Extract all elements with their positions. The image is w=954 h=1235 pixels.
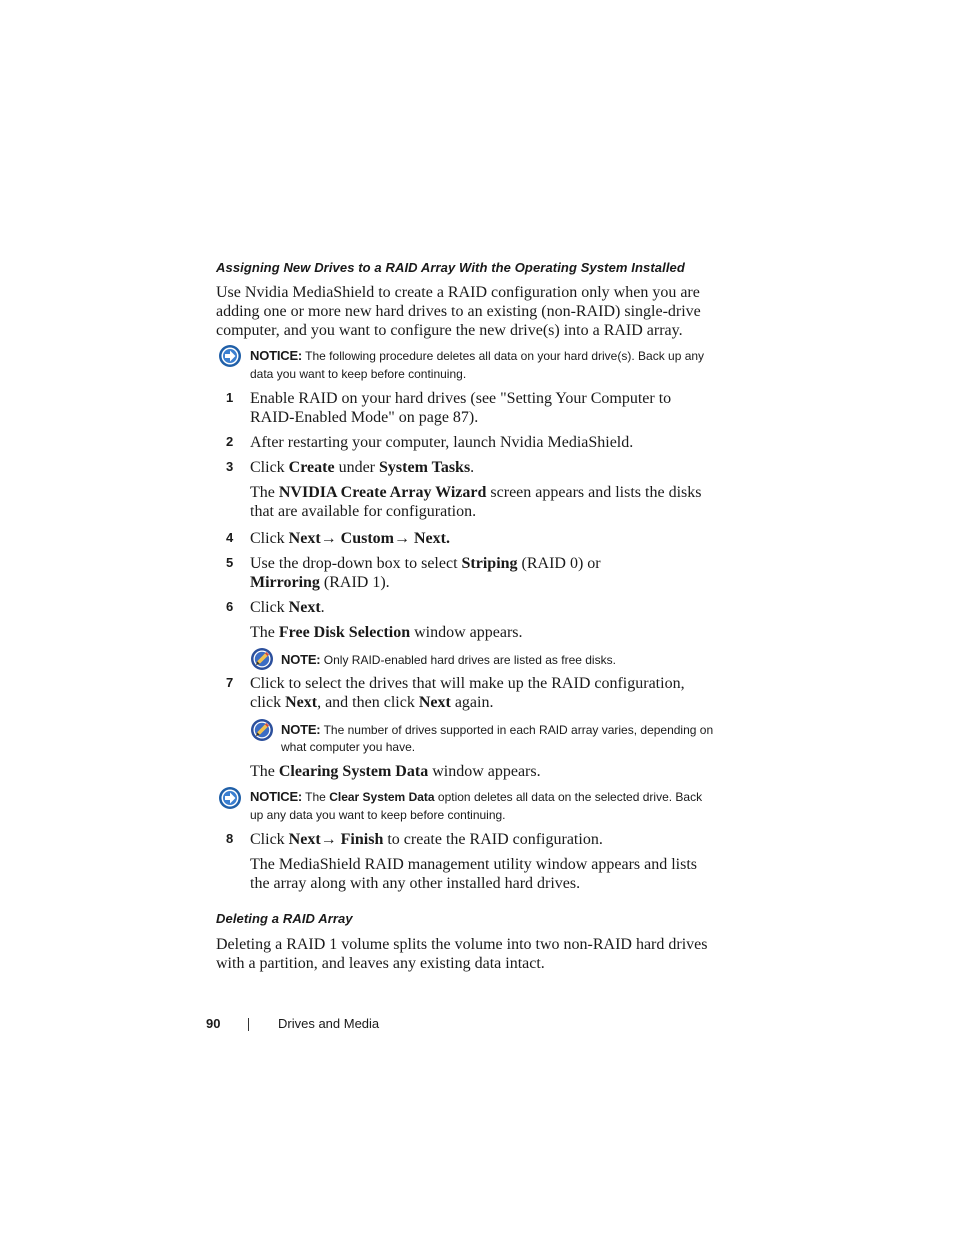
note-body: Only RAID-enabled hard drives are listed as free disks. <box>323 653 616 667</box>
note-text-1 <box>281 651 721 669</box>
arrow-icon: → <box>320 831 337 848</box>
ui-term-next: Next <box>285 694 318 711</box>
deleting-paragraph: Deleting a RAID 1 volume splits the volume into two non-RAID hard drives with a partition, and leaves any existing data intact. <box>216 936 708 972</box>
ui-term-finish: Finish <box>336 831 384 848</box>
ui-term-clearing-system-data: Clearing System Data <box>278 763 429 780</box>
section-heading-deleting-raid: Deleting a RAID Array <box>216 911 353 926</box>
ui-term-create-array-wizard: NVIDIA Create Array Wizard <box>278 484 487 501</box>
step-text: Click to select the drives that will make up the RAID configuration, click Next, and then click Next again. <box>250 675 685 711</box>
step-number: 6 <box>226 599 234 614</box>
page-number: 90 <box>206 1016 221 1031</box>
note-text-2 <box>281 721 721 756</box>
notice-arrow-icon <box>218 786 242 815</box>
step-number: 8 <box>226 831 234 846</box>
step-3-detail: The NVIDIA Create Array Wizard screen appears and lists the disks that are available for configuration. <box>250 484 702 520</box>
ui-term-next: Next. <box>410 530 450 547</box>
notice-text-1 <box>250 347 716 383</box>
step-number: 4 <box>226 530 234 545</box>
step-7-detail: The Clearing System Data window appears. <box>250 763 541 780</box>
ui-term-next: Next <box>418 694 451 711</box>
ui-term-striping: Striping <box>461 555 518 572</box>
note-body: The number of drives supported in each RAID array varies, depending on what computer you have. <box>281 723 714 754</box>
notice-arrow-icon <box>218 344 242 373</box>
chapter-title: Drives and Media <box>278 1016 380 1031</box>
arrow-icon: → <box>320 530 337 547</box>
ui-term-mirroring: Mirroring <box>250 574 320 591</box>
ui-term-next: Next <box>288 599 321 616</box>
step-text: Click Next→ Finish to create the RAID configuration. <box>250 831 603 848</box>
intro-paragraph: Use Nvidia MediaShield to create a RAID configuration only when you are adding one or more new hard drives to an existing (non-RAID) single-drive computer, and you want to configure the new drive(s) into a RAID array. <box>216 284 701 339</box>
note-label: NOTE: <box>281 652 321 667</box>
section-heading-assigning-drives: Assigning New Drives to a RAID Array With the Operating System Installed <box>216 260 685 275</box>
ui-term-create: Create <box>288 459 335 476</box>
step-number: 3 <box>226 459 234 474</box>
note-pencil-icon <box>250 718 274 747</box>
step-text: Click Next→ Custom→ Next. <box>250 530 450 547</box>
ui-term-custom: Custom <box>336 530 394 547</box>
footer-divider <box>248 1018 249 1031</box>
notice-label: NOTICE: <box>250 789 303 804</box>
ui-term-system-tasks: System Tasks <box>379 459 471 476</box>
notice-label: NOTICE: <box>250 348 303 363</box>
step-text: Click Next. <box>250 599 325 616</box>
step-number: 7 <box>226 675 234 690</box>
step-8-detail: The MediaShield RAID management utility window appears and lists the array along with any other installed hard drives. <box>250 856 698 892</box>
arrow-icon: → <box>394 530 410 547</box>
step-text: After restarting your computer, launch Nvidia MediaShield. <box>250 434 634 451</box>
step-6-detail: The Free Disk Selection window appears. <box>250 624 523 641</box>
step-number: 2 <box>226 434 234 449</box>
ui-term-clear-system-data: Clear System Data <box>329 790 435 804</box>
step-number: 1 <box>226 390 234 405</box>
note-label: NOTE: <box>281 722 321 737</box>
ui-term-next: Next <box>288 530 321 547</box>
step-text: Use the drop-down box to select Striping (RAID 0) or Mirroring (RAID 1). <box>250 555 601 591</box>
note-pencil-icon <box>250 647 274 676</box>
ui-term-next: Next <box>288 831 321 848</box>
notice-body: The following procedure deletes all data on your hard drive(s). Back up any data you want to keep before continuing. <box>250 349 705 381</box>
notice-text-2: NOTICE: The Clear System Data option deletes all data on the selected drive. Back up any data you want to keep before continuing. <box>250 789 703 822</box>
step-number: 5 <box>226 555 234 570</box>
step-text: Click Create under System Tasks. <box>250 459 475 476</box>
ui-term-free-disk-selection: Free Disk Selection <box>278 624 411 641</box>
step-text: Enable RAID on your hard drives (see "Setting Your Computer to RAID-Enabled Mode" on page 87). <box>250 390 672 426</box>
